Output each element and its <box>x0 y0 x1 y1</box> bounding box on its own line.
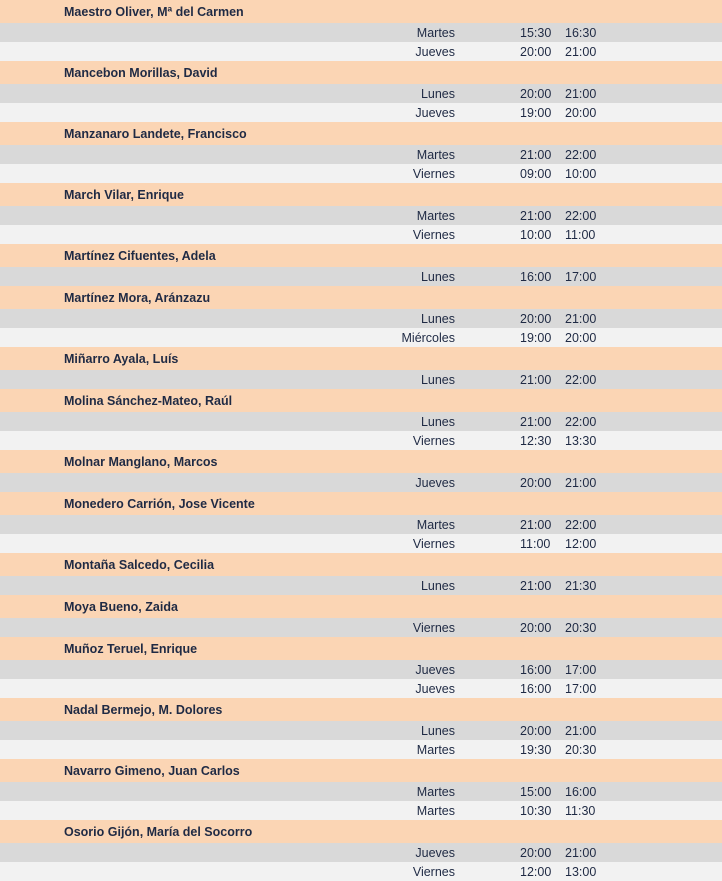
slot-end-time: 22:00 <box>565 517 597 532</box>
person-row <box>0 637 722 660</box>
slot-start-time: 20:00 <box>520 723 552 738</box>
person-name: March Vilar, Enrique <box>64 187 184 202</box>
time-slot-row <box>0 267 722 286</box>
slot-end-time: 21:00 <box>565 44 597 59</box>
slot-start-time: 16:00 <box>520 269 552 284</box>
time-slot-row <box>0 145 722 164</box>
slot-end-time: 10:00 <box>565 166 597 181</box>
slot-end-time: 22:00 <box>565 147 597 162</box>
time-slot-row <box>0 862 722 881</box>
slot-end-time: 11:00 <box>565 227 596 242</box>
slot-end-time: 20:30 <box>565 742 597 757</box>
slot-start-time: 16:00 <box>520 662 552 677</box>
slot-end-time: 17:00 <box>565 662 597 677</box>
time-slot-row <box>0 801 722 820</box>
slot-start-time: 21:00 <box>520 372 552 387</box>
time-slot-row <box>0 431 722 450</box>
person-name: Navarro Gimeno, Juan Carlos <box>64 763 240 778</box>
slot-start-time: 20:00 <box>520 86 552 101</box>
person-name: Nadal Bermejo, M. Dolores <box>64 702 223 717</box>
time-slot-row <box>0 309 722 328</box>
person-name: Molina Sánchez-Mateo, Raúl <box>64 393 233 408</box>
person-name: Manzanaro Landete, Francisco <box>64 126 247 141</box>
slot-day: Jueves <box>415 662 455 677</box>
slot-end-time: 17:00 <box>565 681 597 696</box>
time-slot-row <box>0 515 722 534</box>
slot-start-time: 09:00 <box>520 166 552 181</box>
person-row <box>0 389 722 412</box>
time-slot-row <box>0 42 722 61</box>
person-name: Montaña Salcedo, Cecilia <box>64 557 215 572</box>
time-slot-row <box>0 534 722 553</box>
slot-day: Martes <box>416 517 455 532</box>
slot-day: Martes <box>416 25 455 40</box>
time-slot-row <box>0 164 722 183</box>
slot-start-time: 19:30 <box>520 742 552 757</box>
time-slot-row <box>0 843 722 862</box>
slot-start-time: 11:00 <box>520 536 551 551</box>
time-slot-row <box>0 782 722 801</box>
slot-end-time: 21:00 <box>565 723 597 738</box>
slot-start-time: 21:00 <box>520 414 552 429</box>
person-row <box>0 595 722 618</box>
slot-end-time: 21:00 <box>565 845 597 860</box>
slot-end-time: 16:00 <box>565 784 597 799</box>
person-name: Martínez Cifuentes, Adela <box>64 248 216 263</box>
slot-start-time: 20:00 <box>520 845 552 860</box>
time-slot-row <box>0 679 722 698</box>
slot-start-time: 19:00 <box>520 330 552 345</box>
time-slot-row <box>0 576 722 595</box>
time-slot-row <box>0 660 722 679</box>
slot-end-time: 21:00 <box>565 86 597 101</box>
slot-day: Viernes <box>412 864 455 879</box>
time-slot-row <box>0 721 722 740</box>
time-slot-row <box>0 103 722 122</box>
slot-end-time: 22:00 <box>565 414 597 429</box>
slot-day: Martes <box>416 742 455 757</box>
slot-end-time: 22:00 <box>565 208 597 223</box>
slot-day: Viernes <box>412 620 455 635</box>
slot-end-time: 17:00 <box>565 269 597 284</box>
person-row <box>0 0 722 23</box>
slot-day: Lunes <box>420 372 455 387</box>
slot-day: Lunes <box>420 269 455 284</box>
time-slot-row <box>0 618 722 637</box>
person-name: Martínez Mora, Aránzazu <box>64 290 211 305</box>
time-slot-row <box>0 23 722 42</box>
slot-day: Lunes <box>420 86 455 101</box>
person-row <box>0 61 722 84</box>
slot-day: Jueves <box>415 44 455 59</box>
slot-day: Jueves <box>415 681 455 696</box>
person-name: Miñarro Ayala, Luís <box>64 351 179 366</box>
slot-day: Martes <box>416 803 455 818</box>
slot-start-time: 15:30 <box>520 25 552 40</box>
slot-end-time: 22:00 <box>565 372 597 387</box>
slot-start-time: 16:00 <box>520 681 552 696</box>
slot-day: Jueves <box>415 475 455 490</box>
person-name: Monedero Carrión, Jose Vicente <box>64 496 255 511</box>
time-slot-row <box>0 370 722 389</box>
person-row <box>0 286 722 309</box>
time-slot-row <box>0 473 722 492</box>
person-row <box>0 244 722 267</box>
person-row <box>0 122 722 145</box>
slot-start-time: 21:00 <box>520 147 552 162</box>
person-name: Muñoz Teruel, Enrique <box>64 641 198 656</box>
slot-start-time: 20:00 <box>520 311 552 326</box>
slot-day: Miércoles <box>401 330 455 345</box>
slot-day: Lunes <box>420 311 455 326</box>
time-slot-row <box>0 412 722 431</box>
person-row <box>0 183 722 206</box>
time-slot-row <box>0 740 722 759</box>
slot-start-time: 21:00 <box>520 517 552 532</box>
slot-start-time: 20:00 <box>520 620 552 635</box>
slot-day: Jueves <box>415 845 455 860</box>
slot-end-time: 13:00 <box>565 864 597 879</box>
slot-day: Martes <box>416 147 455 162</box>
slot-end-time: 21:00 <box>565 475 597 490</box>
slot-day: Viernes <box>412 166 455 181</box>
slot-day: Martes <box>416 208 455 223</box>
time-slot-row <box>0 84 722 103</box>
slot-start-time: 21:00 <box>520 208 552 223</box>
time-slot-row <box>0 206 722 225</box>
slot-day: Viernes <box>412 227 455 242</box>
slot-day: Viernes <box>412 536 455 551</box>
slot-start-time: 19:00 <box>520 105 552 120</box>
person-name: Osorio Gijón, María del Socorro <box>64 824 253 839</box>
slot-end-time: 13:30 <box>565 433 597 448</box>
time-slot-row <box>0 225 722 244</box>
slot-start-time: 12:00 <box>520 864 552 879</box>
slot-end-time: 21:30 <box>565 578 597 593</box>
slot-start-time: 10:00 <box>520 227 552 242</box>
time-slot-row <box>0 328 722 347</box>
person-row <box>0 450 722 473</box>
slot-end-time: 20:30 <box>565 620 597 635</box>
slot-end-time: 11:30 <box>565 803 596 818</box>
slot-end-time: 12:00 <box>565 536 597 551</box>
slot-day: Viernes <box>412 433 455 448</box>
slot-day: Lunes <box>420 414 455 429</box>
slot-start-time: 20:00 <box>520 475 552 490</box>
slot-day: Martes <box>416 784 455 799</box>
slot-start-time: 10:30 <box>520 803 552 818</box>
person-name: Maestro Oliver, Mª del Carmen <box>64 4 244 19</box>
person-row <box>0 492 722 515</box>
person-row <box>0 820 722 843</box>
slot-end-time: 20:00 <box>565 105 597 120</box>
person-name: Mancebon Morillas, David <box>64 65 218 80</box>
slot-start-time: 21:00 <box>520 578 552 593</box>
person-name: Molnar Manglano, Marcos <box>64 454 218 469</box>
slot-day: Lunes <box>420 578 455 593</box>
slot-start-time: 15:00 <box>520 784 552 799</box>
slot-day: Lunes <box>420 723 455 738</box>
person-row <box>0 698 722 721</box>
slot-start-time: 12:30 <box>520 433 552 448</box>
person-row <box>0 347 722 370</box>
person-row <box>0 553 722 576</box>
slot-end-time: 20:00 <box>565 330 597 345</box>
slot-end-time: 21:00 <box>565 311 597 326</box>
slot-start-time: 20:00 <box>520 44 552 59</box>
person-row <box>0 759 722 782</box>
person-name: Moya Bueno, Zaida <box>64 599 178 614</box>
slot-day: Jueves <box>415 105 455 120</box>
slot-end-time: 16:30 <box>565 25 597 40</box>
